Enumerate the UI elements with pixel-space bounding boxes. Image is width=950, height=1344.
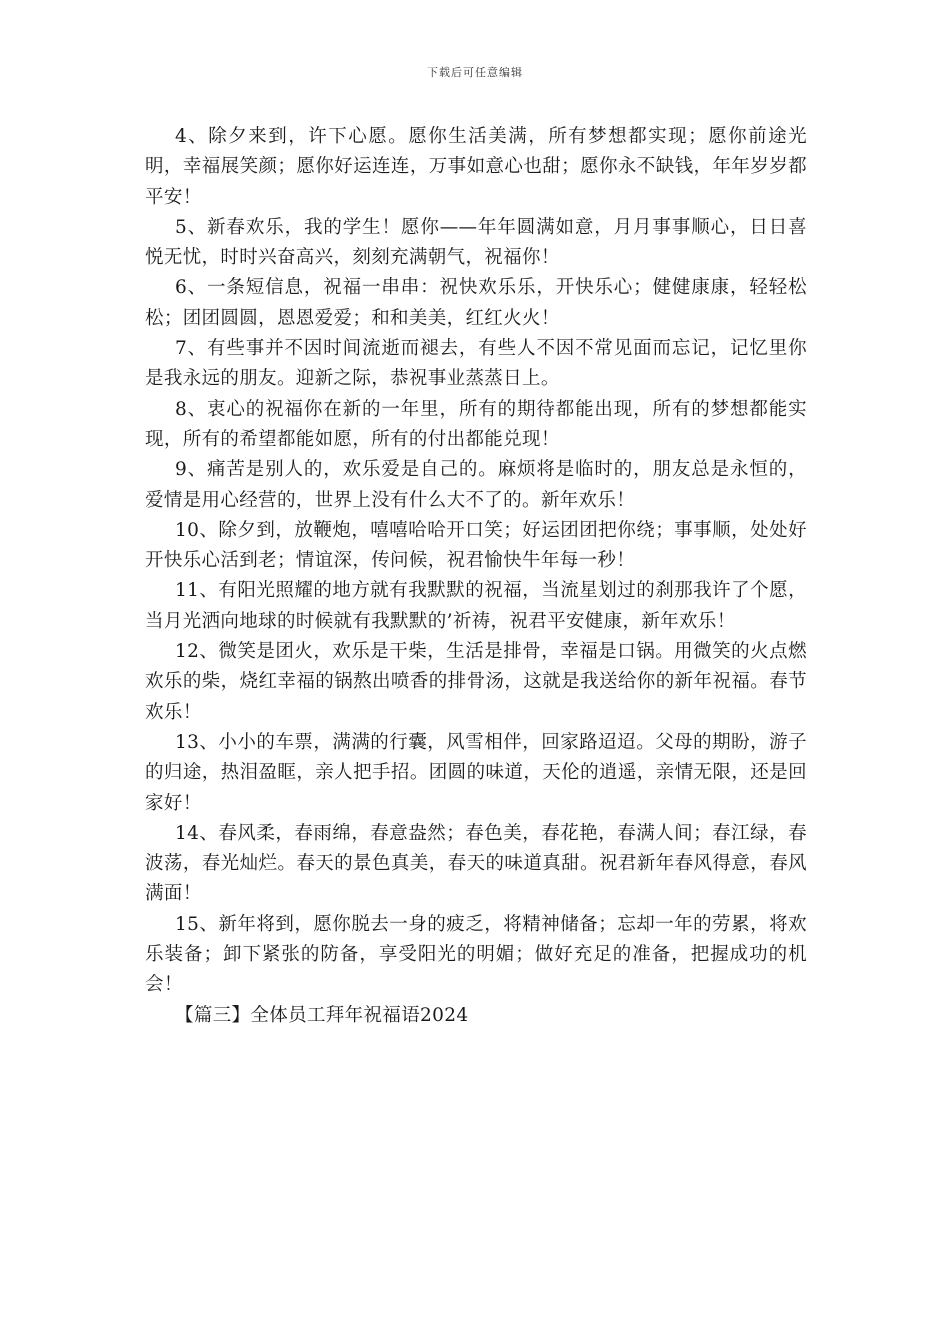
- greeting-paragraph-8: 8、衷心的祝福你在新的一年里，所有的期待都能出现，所有的梦想都能实现，所有的希望都能如愿，所有的付出都能兑现！: [145, 398, 807, 450]
- page-header: 下载后可任意编辑: [427, 66, 523, 79]
- greeting-paragraph-4: 4、除夕来到，许下心愿。愿你生活美满，所有梦想都实现；愿你前途光明，幸福展笑颜；愿你好运连连，万事如意心也甜；愿你永不缺钱，年年岁岁都平安！: [145, 126, 807, 208]
- greeting-paragraph-15: 15、新年将到，愿你脱去一身的疲乏，将精神储备；忘却一年的劳累，将欢乐装备；卸下紧张的防备，享受阳光的明媚；做好充足的准备，把握成功的机会！: [145, 913, 807, 996]
- greeting-paragraph-11: 11、有阳光照耀的地方就有我默默的祝福，当流星划过的刹那我许了个愿，当月光洒向地球的时候就有我默默的’祈祷，祝君平安健康，新年欢乐！: [145, 580, 807, 632]
- greeting-paragraph-6: 6、一条短信息，祝福一串串：祝快欢乐乐，开快乐心；健健康康，轻轻松松；团团圆圆，恩恩爱爱；和和美美，红红火火！: [145, 277, 807, 329]
- section-title: 【篇三】全体员工拜年祝福语2024: [175, 1004, 469, 1026]
- greeting-paragraph-7: 7、有些事并不因时间流逝而褪去，有些人不因不常见面而忘记，记忆里你是我永远的朋友。迎新之际，恭祝事业蒸蒸日上。: [145, 338, 807, 390]
- greeting-paragraph-10: 10、除夕到，放鞭炮，嘻嘻哈哈开口笑；好运团团把你绕；事事顺，处处好开快乐心活到老；情谊深，传问候，祝君愉快牛年每一秒！: [145, 519, 807, 572]
- greeting-paragraph-9: 9、痛苦是别人的，欢乐爱是自己的。麻烦将是临时的，朋友总是永恒的，爱情是用心经营的，世界上没有什么大不了的。新年欢乐！: [145, 459, 807, 511]
- greeting-paragraph-14: 14、春风柔，春雨绵，春意盎然；春色美，春花艳，春满人间；春江绿，春波荡，春光灿烂。春天的景色真美，春天的味道真甜。祝君新年春风得意，春风满面！: [145, 822, 807, 905]
- document-body: [145, 122, 807, 1031]
- greeting-paragraph-12: 12、微笑是团火，欢乐是干柴，生活是排骨，幸福是口锅。用微笑的火点燃欢乐的柴，烧红幸福的锅熬出喷香的排骨汤，这就是我送给你的新年祝福。春节欢乐！: [145, 641, 807, 723]
- greeting-paragraph-5: 5、新春欢乐，我的学生！愿你——年年圆满如意，月月事事顺心，日日喜悦无忧，时时兴奋高兴，刻刻充满朝气，祝福你！: [145, 216, 807, 269]
- greeting-paragraph-13: 13、小小的车票，满满的行囊，风雪相伴，回家路迢迢。父母的期盼，游子的归途，热泪盈眶，亲人把手招。团圆的味道，天伦的逍遥，亲情无限，还是回家好！: [145, 731, 807, 814]
